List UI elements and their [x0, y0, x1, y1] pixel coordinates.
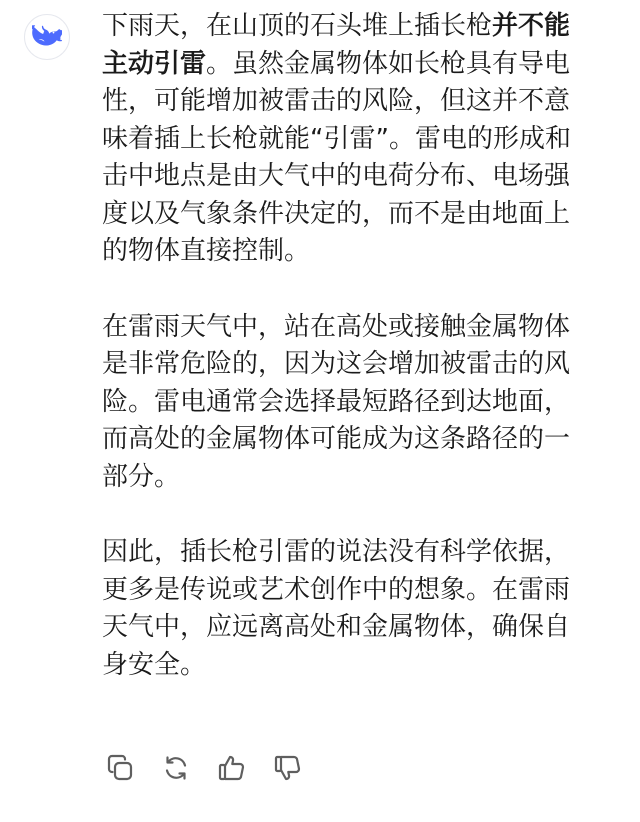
message-line — [102, 384, 622, 422]
thumbs-down-icon — [273, 753, 303, 783]
message-text: 击中地点是由大气中的电荷分布、电场强 — [102, 161, 571, 191]
message-line — [102, 309, 622, 347]
message-action-bar — [102, 750, 326, 786]
message-line — [102, 346, 622, 384]
message-text: 下雨天，在山顶的石头堆上插长枪 — [102, 11, 493, 41]
message-line — [102, 83, 622, 121]
refresh-icon — [161, 753, 191, 783]
message-line — [102, 8, 622, 46]
bold-text: 并不能 — [492, 11, 571, 41]
message-paragraph — [102, 534, 622, 684]
message-line — [102, 233, 622, 271]
message-text: 更多是传说或艺术创作中的想象。在雷雨 — [102, 574, 571, 605]
message-text: 天气中，应远离高处和金属物体，确保自 — [102, 612, 571, 642]
like-button[interactable] — [214, 750, 250, 786]
message-text: 味着插上长枪就能“引雷”。雷电的形成和 — [102, 123, 571, 154]
message-line — [102, 647, 622, 685]
copy-icon — [105, 753, 135, 783]
message-text: 是非常危险的，因为这会增加被雷击的风 — [102, 349, 571, 379]
message-text: 在雷雨天气中，站在高处或接触金属物体 — [102, 311, 571, 342]
message-line — [102, 459, 622, 497]
message-line — [102, 196, 622, 234]
message-line — [102, 46, 622, 84]
message-line — [102, 534, 622, 572]
message-text: 因此，插长枪引雷的说法没有科学依据， — [102, 537, 571, 567]
dislike-button[interactable] — [270, 750, 306, 786]
message-text: 性，可能增加被雷击的风险，但这并不意 — [102, 86, 571, 116]
assistant-message — [102, 8, 622, 684]
message-line — [102, 609, 622, 647]
message-text: 部分。 — [102, 461, 181, 492]
message-line — [102, 158, 622, 196]
message-paragraph — [102, 8, 622, 271]
message-line — [102, 572, 622, 610]
message-paragraph — [102, 309, 622, 497]
message-text: 。虽然金属物体如长枪具有导电 — [206, 48, 571, 79]
message-text: 险。雷电通常会选择最短路径到达地面， — [102, 386, 571, 417]
bold-text: 主动引雷 — [102, 48, 207, 79]
message-text: 而高处的金属物体可能成为这条路径的一 — [102, 424, 571, 454]
deepseek-whale-logo-icon — [32, 25, 62, 49]
message-text: 的物体直接控制。 — [102, 236, 311, 266]
message-line — [102, 421, 622, 459]
thumbs-up-icon — [217, 753, 247, 783]
regenerate-button[interactable] — [158, 750, 194, 786]
message-text: 身安全。 — [102, 649, 207, 680]
copy-button[interactable] — [102, 750, 138, 786]
assistant-avatar — [24, 14, 70, 60]
message-line — [102, 121, 622, 159]
message-text: 度以及气象条件决定的，而不是由地面上 — [102, 198, 571, 229]
